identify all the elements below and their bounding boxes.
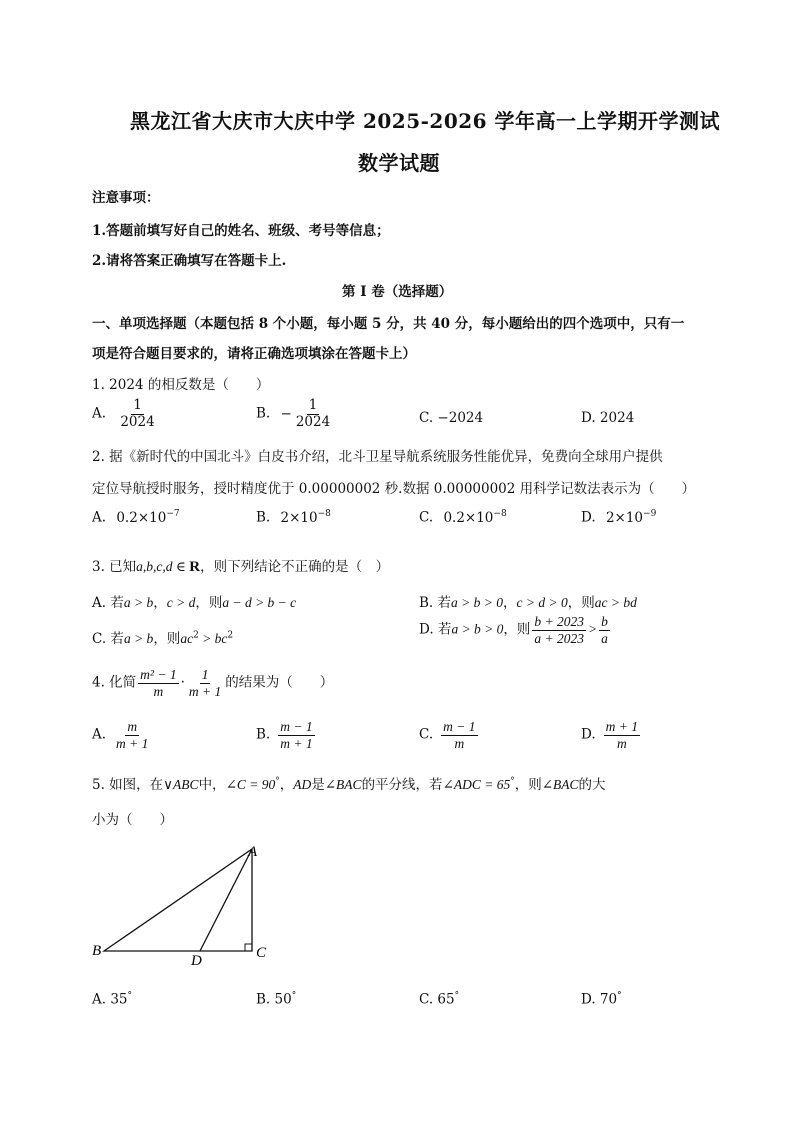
q1-option-b: B. − $\frac{1}{2024}$ [256,397,331,430]
label-b: B [92,943,102,959]
page-title: 黑龙江省大庆市大庆中学 2025-2026 学年高一上学期开学测试 [130,109,721,133]
q1-option-c: C. −2024 [419,410,484,426]
q5-option-a: A. 35° [92,991,133,1008]
q4-stem: 4. 化简 $\frac{\text{m² − 1}}{m}$ · $\frac{1}{m + 1}$ 的结果为（ ） [92,667,334,699]
angle-bisector-ad [200,849,252,951]
triangle-figure [88,838,278,968]
triangle-abc [104,849,252,951]
q3-option-c: C. 若a > b，则$ac^2 > bc^2$ [92,630,234,647]
q3-option-a: A. 若a > b，c > d，则a − d > b − c [92,595,297,611]
q1-stem: 1. 2024 的相反数是（ ） [92,377,270,393]
q4-option-b: B. $\frac{m - 1}{m + 1}$ [256,719,313,751]
q2-stem-line1: 2. 据《新时代的中国北斗》白皮书介绍，北斗卫星导航系统服务性能优异，免费向全球用户提供 [92,449,663,465]
label-a: A [248,844,258,860]
q1-option-a: A. $\frac{1}{2024}$ [92,397,155,430]
q4-option-c: C. $\frac{m - 1}{m}$ [419,719,476,751]
q3-option-b: B. 若a > b > 0，c > d > 0，则ac > bd [419,595,637,611]
section-instructions-line2: 项是符合题目要求的，请将正确选项填涂在答题卡上） [92,346,416,362]
q5-option-d: D. 70° [581,991,622,1008]
notice-heading: 注意事项： [92,190,160,206]
q4-option-d: D. $\frac{m + 1}{m}$ [581,719,638,751]
q4-option-a: A. $\frac{m}{m + 1}$ [92,719,149,751]
q2-option-b: B. $2\times 10^{-8}$ [256,509,331,526]
page-subtitle: 数学试题 [358,151,440,175]
q5-option-b: B. 50° [256,991,297,1008]
q2-option-d: D. $2\times 10^{-9}$ [581,509,657,526]
q2-option-c: C. $0.2\times 10^{-8}$ [419,509,507,526]
q5-stem-line2: 小为（ ） [92,812,173,828]
notice-item-1: 1.答题前填写好自己的姓名、班级、考号等信息； [92,223,390,239]
right-angle-mark [245,944,252,951]
section-instructions-line1: 一、单项选择题（本题包括 8 个小题，每小题 5 分，共 40 分，每小题给出的四个选项中，只有一 [92,316,685,332]
label-c: C [256,945,267,961]
q5-stem-line1: 5. 如图，在∨ABC中，∠C = 90°，AD是∠BAC的平分线，若∠ADC = 65°，则∠BAC的大 [92,776,606,793]
q2-stem-line2: 定位导航授时服务，授时精度优于 0.00000002 秒.数据 0.00000002 用科学记数法表示为（ ） [92,481,696,497]
q5-option-c: C. 65° [419,991,460,1008]
notice-item-2: 2.请将答案正确填写在答题卡上. [92,253,287,269]
volume-heading: 第 I 卷（选择题） [342,284,453,300]
q3-stem: 3. 已知a,b,c,d ∈ R，则下列结论不正确的是（ ） [92,559,390,575]
q2-option-a: A. $0.2\times 10^{-7}$ [92,509,180,526]
label-d: D [191,953,202,968]
q3-option-d: D. 若a > b > 0，则 $\frac{b + 2023}{a + 2023}$ > $\frac{b}{a}$ [419,614,608,646]
q1-option-d: D. 2024 [581,410,635,426]
